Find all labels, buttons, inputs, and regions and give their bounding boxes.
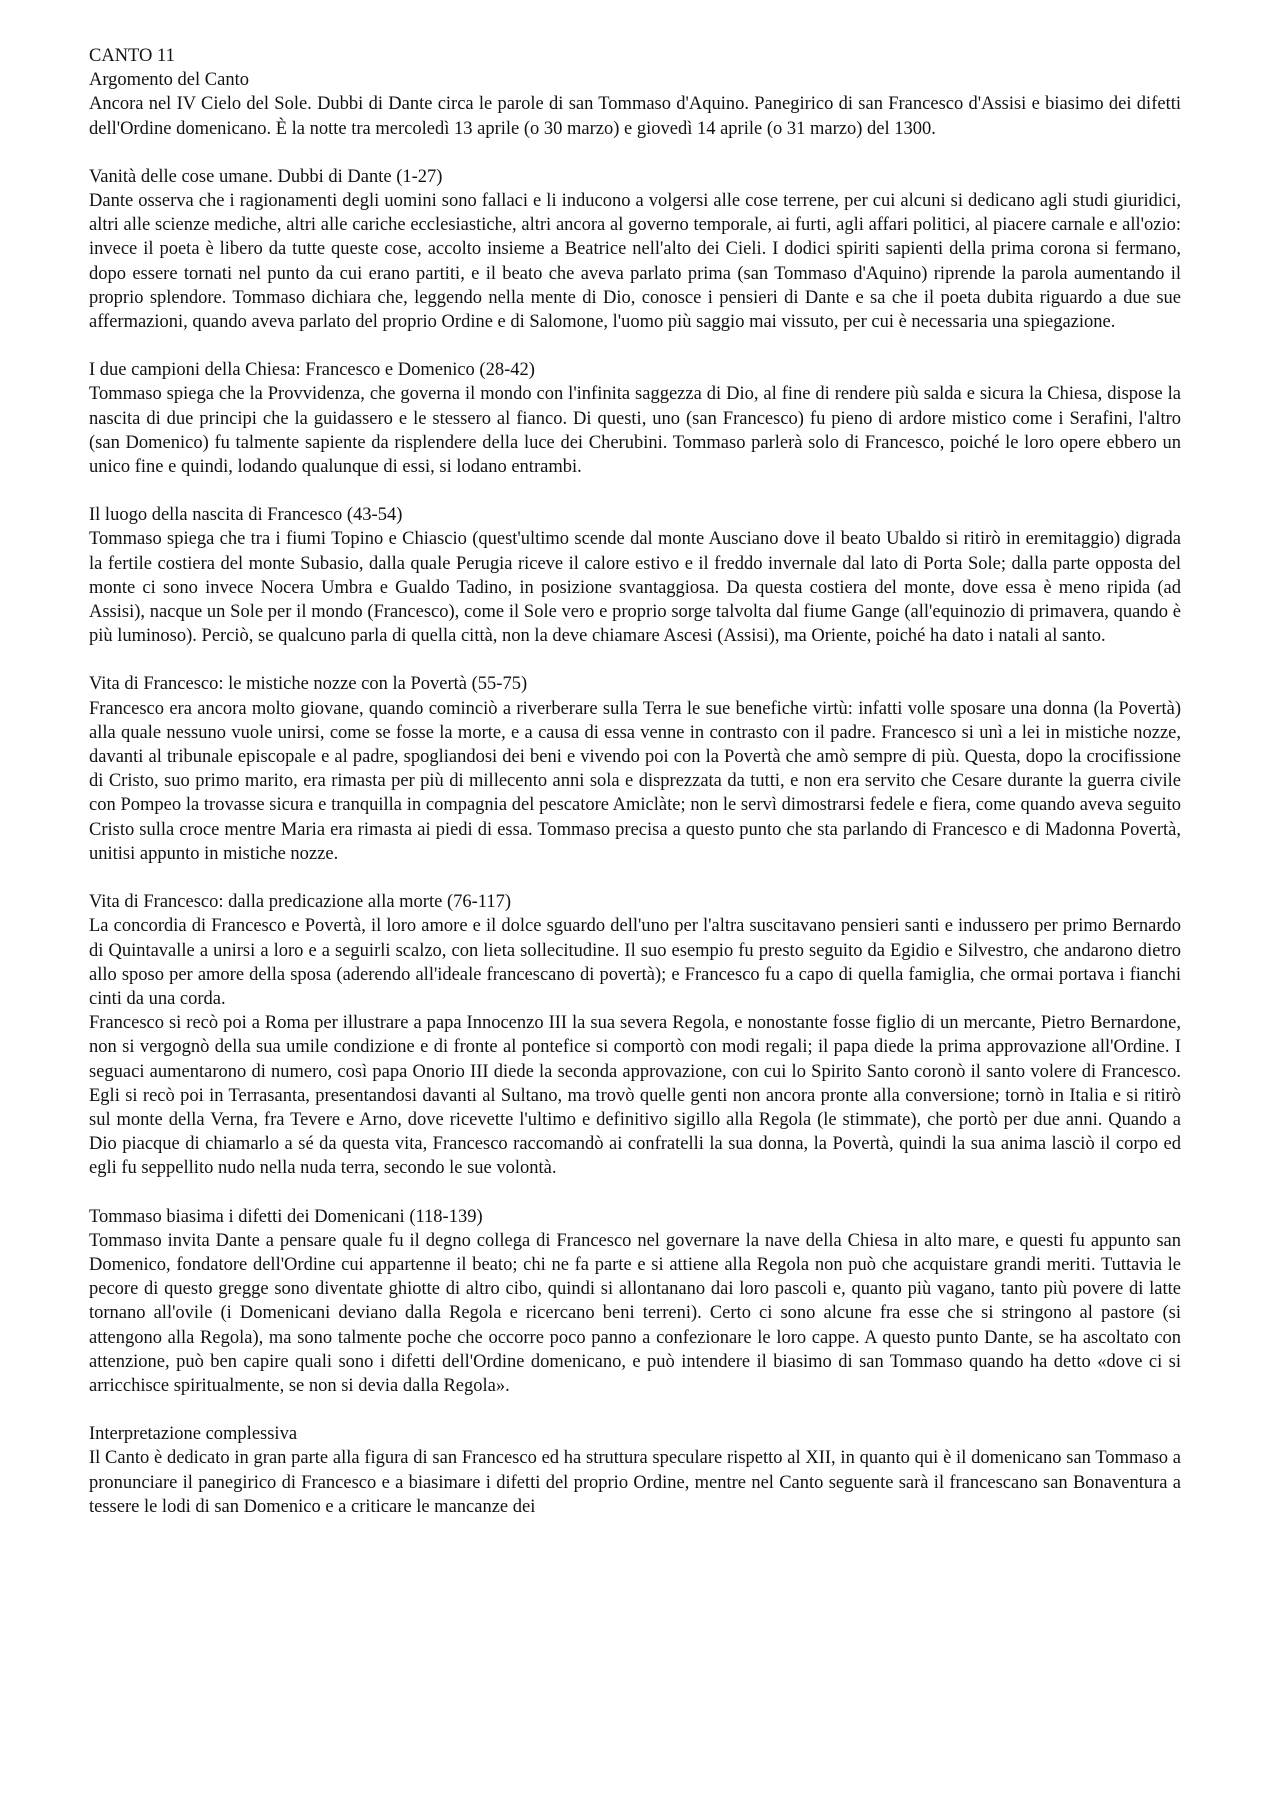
section-paragraph: Il Canto è dedicato in gran parte alla figura di san Francesco ed ha struttura speculare rispetto al XII, in quanto qui è il domenicano san Tommaso a pronunciare il panegirico di Francesco e a biasimare i difetti del proprio Ordine, mentre nel Canto seguente sarà il francescano san Bonaventura a tessere le lodi di san Domenico e a criticare le mancanze dei xyxy=(89,1448,1181,1517)
section-paragraph: Tommaso spiega che la Provvidenza, che governa il mondo con l'infinita saggezza di Dio, al fine di rendere più salda e sicura la Chiesa, dispose la nascita di due principi che la guidassero e le stessero al fianco. Di questi, uno (san Francesco) fu pieno di ardore mistico come i Serafini, l'altro (san Domenico) fu talmente sapiente da risplendere della luce dei Cherubini. Tommaso parlerà solo di Francesco, poiché le loro opere ebbero un unico fine e quindi, lodando qualunque di essi, si lodano entrambi. xyxy=(89,384,1181,478)
section-vanita xyxy=(89,165,1181,334)
intro-section xyxy=(89,44,1181,141)
section-domenicani xyxy=(89,1205,1181,1399)
section-paragraph: Francesco era ancora molto giovane, quando cominciò a riverberare sulla Terra le sue benefiche virtù: infatti volle sposare una donna (la Povertà) alla quale nessuno vuole unirsi, come se fosse la morte, e a causa di essa venne in contrasto con il padre. Francesco si unì a lei in mistiche nozze, davanti al tribunale episcopale e al padre, spogliandosi dei beni e vivendo poi con la Povertà che amò sempre di più. Questa, dopo la crocifissione di Cristo, suo primo marito, era rimasta per più di millecento anni sola e disprezzata da tutti, e non era servito che Cesare durante la guerra civile con Pompeo la trovasse sicura e tranquilla in compagnia del pescatore Amiclàte; non le servì dimostrarsi fedele e fiera, come quando aveva seguito Cristo sulla croce mentre Maria era rimasta ai piedi di essa. Tommaso precisa a questo punto che sta parlando di Francesco e di Madonna Povertà, unitisi appunto in mistiche nozze. xyxy=(89,698,1181,864)
section-interpretazione xyxy=(89,1422,1181,1519)
section-predicazione xyxy=(89,890,1181,1180)
section-title: Vanità delle cose umane. Dubbi di Dante (1-27) xyxy=(89,166,443,187)
section-paragraph: Tommaso invita Dante a pensare quale fu il degno collega di Francesco nel governare la nave della Chiesa in alto mare, e questi fu appunto san Domenico, fondatore dell'Ordine cui appartenne il beato; chi ne fa parte e si attiene alla Regola non può che acquistare grandi meriti. Tuttavia le pecore di questo gregge sono diventate ghiotte di altro cibo, quindi si allontanano dai loro pascoli e, quanto più vagano, tanto più povere di latte tornano all'ovile (i Domenicani deviano dalla Regola e ricercano beni terreni). Certo ci sono alcune fra esse che si stringono al pastore (si attengono alla Regola), ma sono talmente poche che occorre poco panno a confezionare le loro cappe. A questo punto Dante, se ha ascoltato con attenzione, può ben capire quali sono i difetti dell'Ordine domenicano, e può intendere il biasimo di san Tommaso quando ha detto «dove ci si arricchisce spiritualmente, se non si devia dalla Regola». xyxy=(89,1230,1181,1396)
section-paragraph: Tommaso spiega che tra i fiumi Topino e Chiascio (quest'ultimo scende dal monte Ausciano dove il beato Ubaldo si ritirò in eremitaggio) digrada la fertile costiera del monte Subasio, dalla quale Perugia riceve il calore estivo e il freddo invernale dal lato di Porta Sole; dalla parte opposta del monte ci sono invece Nocera Umbra e Gualdo Tadino, in posizione svantaggiosa. Da questa costiera del monte, dove essa è meno ripida (ad Assisi), nacque un Sole per il mondo (Francesco), come il Sole vero e proprio sorge talvolta dal fiume Gange (all'equinozio di primavera, quando è più luminoso). Perciò, se qualcuno parla di quella città, non la deve chiamare Ascesi (Assisi), ma Oriente, poiché ha dato i natali al santo. xyxy=(89,529,1181,647)
canto-title: CANTO 11 xyxy=(89,46,175,66)
section-nozze xyxy=(89,672,1181,866)
section-campioni xyxy=(89,358,1181,479)
section-title: Tommaso biasima i difetti dei Domenicani (118-139) xyxy=(89,1206,483,1227)
section-title: Il luogo della nascita di Francesco (43-54) xyxy=(89,505,403,526)
section-nascita xyxy=(89,503,1181,648)
argomento-title: Argomento del Canto xyxy=(89,70,249,91)
section-title: I due campioni della Chiesa: Francesco e Domenico (28-42) xyxy=(89,360,535,381)
section-title: Vita di Francesco: dalla predicazione alla morte (76-117) xyxy=(89,892,511,913)
section-title: Interpretazione complessiva xyxy=(89,1424,298,1445)
section-paragraph: Francesco si recò poi a Roma per illustrare a papa Innocenzo III la sua severa Regola, e nonostante fosse figlio di un mercante, Pietro Bernardone, non si vergognò della sua umile condizione e di fronte al pontefice si comportò con modi regali; il papa diede la prima approvazione all'Ordine. I seguaci aumentarono di numero, così papa Onorio III diede la seconda approvazione, con cui lo Spirito Santo coronò il santo volere di Francesco. Egli si recò poi in Terrasanta, presentandosi davanti al Sultano, ma trovò quelle genti non ancora pronte alla conversione; tornò in Italia e si ritirò sul monte della Verna, fra Tevere e Arno, dove ricevette l'ultimo e definitivo sigillo alla Regola (le stimmate), che portò per due anni. Quando a Dio piacque di chiamarlo a sé da questa vita, Francesco raccomandò ai confratelli la sua donna, la Povertà, quindi la sua anima lasciò il corpo ed egli fu seppellito nudo nella nuda terra, secondo le sue volontà. xyxy=(89,1013,1181,1179)
section-paragraph: La concordia di Francesco e Povertà, il loro amore e il dolce sguardo dell'uno per l'altra suscitavano pensieri santi e indussero per primo Bernardo di Quintavalle a unirsi a loro e a seguirli scalzo, con lieta sollecitudine. Il suo esempio fu presto seguito da Egidio e Silvestro, che andarono dietro allo sposo per amore della sposa (aderendo all'ideale francescano di povertà); e Francesco fu a capo di quella famiglia, che ormai portava i fianchi cinti da una corda. xyxy=(89,916,1181,1009)
document-page xyxy=(89,44,1181,1519)
section-title: Vita di Francesco: le mistiche nozze con la Povertà (55-75) xyxy=(89,674,528,695)
argomento-text: Ancora nel IV Cielo del Sole. Dubbi di Dante circa le parole di san Tommaso d'Aquino. Panegirico di san Francesco d'Assisi e biasimo dei difetti dell'Ordine domenicano. È la notte tra mercoledì 13 aprile (o 30 marzo) e giovedì 14 aprile (o 31 marzo) del 1300. xyxy=(89,94,1181,139)
section-paragraph: Dante osserva che i ragionamenti degli uomini sono fallaci e li inducono a volgersi alle cose terrene, per cui alcuni si dedicano agli studi giuridici, altri alle scienze mediche, altri alle cariche ecclesiastiche, altri ancora al governo temporale, ai furti, agli affari politici, al piacere carnale e all'ozio: invece il poeta è libero da tutte queste cose, accolto insieme a Beatrice nell'alto dei Cieli. I dodici spiriti sapienti della prima corona si fermano, dopo essere tornati nel punto da cui erano partiti, e il beato che aveva parlato prima (san Tommaso d'Aquino) riprende la parola aumentando il proprio splendore. Tommaso dichiara che, leggendo nella mente di Dio, conosce i pensieri di Dante e sa che il poeta dubita riguardo a due sue affermazioni, quando aveva parlato del proprio Ordine e di Salomone, l'uomo più saggio mai vissuto, per cui è necessaria una spiegazione. xyxy=(89,191,1181,333)
